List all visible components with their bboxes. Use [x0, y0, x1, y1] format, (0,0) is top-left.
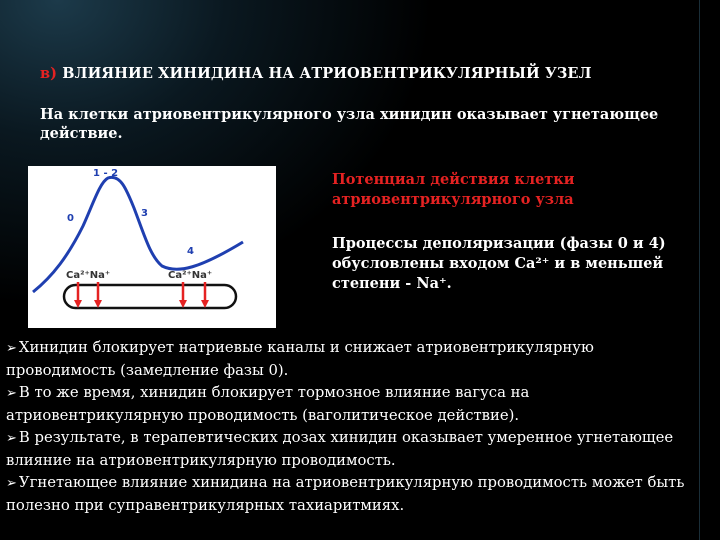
title-marker: в) [40, 65, 58, 82]
action-potential-figure [28, 166, 276, 328]
list-item [6, 337, 706, 382]
depolarization-description: Процессы деполяризации (фазы 0 и 4) обусловлены входом Ca²⁺ и в меньшей степени - Na⁺. [332, 235, 666, 292]
arrowhead-bullet-icon: ➢ [6, 386, 17, 401]
title-text: ВЛИЯНИЕ ХИНИДИНА НА АТРИОВЕНТРИКУЛЯРНЫЙ УЗЕЛ [57, 65, 592, 82]
phase-label-1-2: 1 - 2 [93, 168, 119, 179]
list-item [6, 382, 706, 427]
membrane-capsule [64, 285, 236, 308]
ion-label-right: Ca²⁺Na⁺ [168, 270, 213, 281]
bullet-list [6, 337, 706, 517]
bullet-text: Угнетающее влияние хинидина на атриовентрикулярную проводимость может быть полезно при суправентрикулярных тахиаритмиях. [6, 474, 685, 514]
bullet-text: В то же время, хинидин блокирует тормозное влияние вагуса на атриовентрикулярную проводимость (ваголитическое действие). [6, 384, 530, 424]
figure-caption: Потенциал действия клетки атриовентрикулярного узла [332, 171, 575, 208]
list-item [6, 427, 706, 472]
phase-label-4: 4 [187, 246, 194, 257]
intro-text: На клетки атриовентрикулярного узла хинидин оказывает угнетающее действие. [40, 106, 659, 142]
ion-label-left: Ca²⁺Na⁺ [66, 270, 111, 281]
list-item [6, 472, 706, 517]
arrowhead-bullet-icon: ➢ [6, 341, 17, 356]
arrowhead-bullet-icon: ➢ [6, 476, 17, 491]
bullet-text: Хинидин блокирует натриевые каналы и снижает атриовентрикулярную проводимость (замедление фазы 0). [6, 339, 594, 379]
bullet-text: В результате, в терапевтических дозах хинидин оказывает умеренное угнетающее влияние на атриовентрикулярную проводимость. [6, 429, 674, 469]
phase-label-0: 0 [67, 213, 74, 224]
arrowhead-bullet-icon: ➢ [6, 431, 17, 446]
slide-title [40, 65, 592, 82]
phase-label-3: 3 [141, 208, 148, 219]
